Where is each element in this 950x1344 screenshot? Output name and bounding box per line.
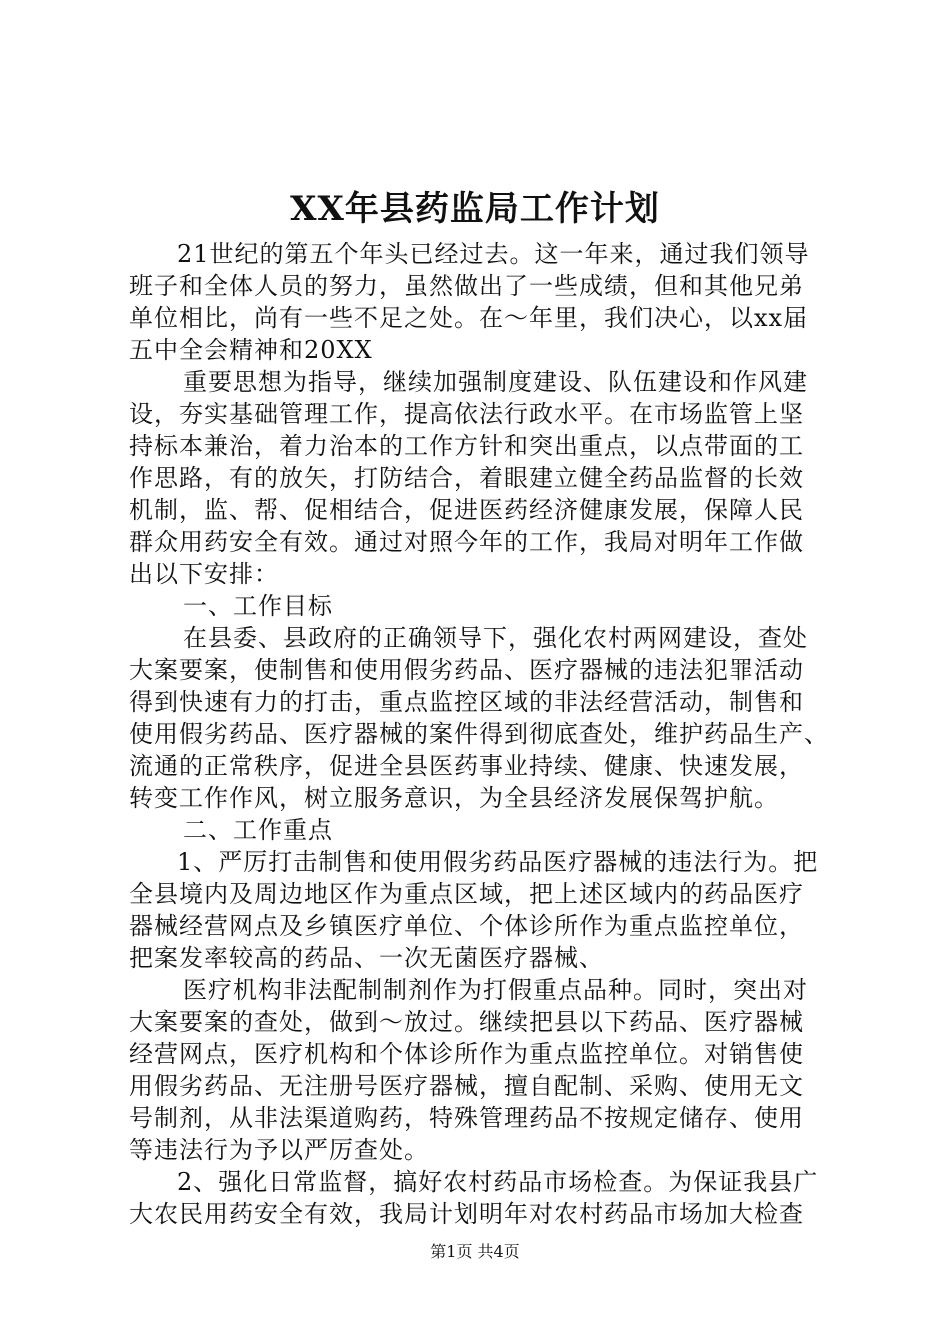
body-line: 1、严厉打击制售和使用假劣药品医疗器械的违法行为。把 xyxy=(177,848,819,876)
body-line: 机制，监、帮、促相结合，促进医药经济健康发展，保障人民 xyxy=(129,496,804,524)
body-line: 设，夯实基础管理工作，提高依法行政水平。在市场监管上坚 xyxy=(129,400,804,428)
body-line: 医疗机构非法配制制剂作为打假重点品种。同时，突出对 xyxy=(183,976,808,1004)
body-line: 在县委、县政府的正确领导下，强化农村两网建设，查处 xyxy=(183,624,808,652)
page-footer: 第1页 共4页 xyxy=(430,1242,520,1261)
body-line: 经营网点，医疗机构和个体诊所作为重点监控单位。对销售使 xyxy=(129,1040,804,1068)
body-line: 群众用药安全有效。通过对照今年的工作，我局对明年工作做 xyxy=(129,528,804,556)
body-line: 号制剂，从非法渠道购药，特殊管理药品不按规定储存、使用 xyxy=(129,1104,804,1132)
body-line: 转变工作作风，树立服务意识，为全县经济发展保驾护航。 xyxy=(129,784,779,812)
body-line: 出以下安排： xyxy=(129,560,279,588)
body-line: 得到快速有力的打击，重点监控区域的非法经营活动，制售和 xyxy=(129,688,804,716)
body-line: 重要思想为指导，继续加强制度建设、队伍建设和作风建 xyxy=(183,368,808,396)
body-line: 大案要案，使制售和使用假劣药品、医疗器械的违法犯罪活动 xyxy=(129,656,804,684)
body-line: 等违法行为予以严厉查处。 xyxy=(129,1136,429,1164)
body-line: 持标本兼治，着力治本的工作方针和突出重点，以点带面的工 xyxy=(129,432,804,460)
section-heading: 一、工作目标 xyxy=(183,592,333,620)
body-line: 21世纪的第五个年头已经过去。这一年来，通过我们领导 xyxy=(177,240,810,268)
body-line: 班子和全体人员的努力，虽然做出了一些成绩，但和其他兄弟 xyxy=(129,272,804,300)
body-line: 大农民用药安全有效，我局计划明年对农村药品市场加大检查 xyxy=(129,1200,804,1228)
body-line: 2、强化日常监督，搞好农村药品市场检查。为保证我县广 xyxy=(177,1168,819,1196)
body-line: 五中全会精神和20XX xyxy=(129,336,373,364)
body-line: 器械经营网点及乡镇医疗单位、个体诊所作为重点监控单位， xyxy=(129,912,804,940)
document-body xyxy=(129,238,839,1230)
body-line: 作思路，有的放矢，打防结合，着眼建立健全药品监督的长效 xyxy=(129,464,804,492)
body-line: 大案要案的查处，做到～放过。继续把县以下药品、医疗器械 xyxy=(129,1008,804,1036)
body-line: 把案发率较高的药品、一次无菌医疗器械、 xyxy=(129,944,604,972)
body-line: 单位相比，尚有一些不足之处。在～年里，我们决心，以xx届 xyxy=(129,304,809,332)
body-line: 使用假劣药品、医疗器械的案件得到彻底查处，维护药品生产、 xyxy=(129,720,829,748)
body-line: 全县境内及周边地区作为重点区域，把上述区域内的药品医疗 xyxy=(129,880,804,908)
section-heading: 二、工作重点 xyxy=(183,816,333,844)
body-line: 流通的正常秩序，促进全县医药事业持续、健康、快速发展， xyxy=(129,752,804,780)
body-line: 用假劣药品、无注册号医疗器械，擅自配制、采购、使用无文 xyxy=(129,1072,804,1100)
document-title: XX年县药监局工作计划 xyxy=(290,189,660,229)
